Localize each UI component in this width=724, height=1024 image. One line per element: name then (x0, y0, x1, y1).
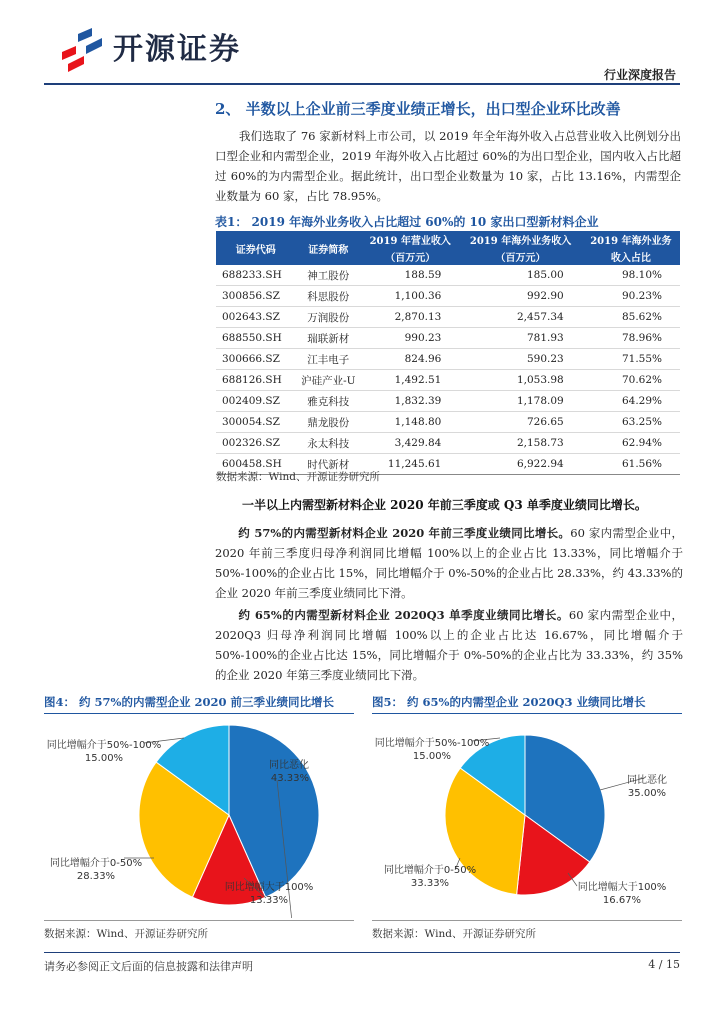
pie-slice-value: 15.00% (412, 751, 452, 762)
cell-overseas-revenue: 1,053.98 (459, 370, 581, 391)
table-row (216, 349, 680, 370)
pie-slice-label: 同比增幅大于100% (577, 882, 667, 893)
cell-overseas-revenue: 992.90 (459, 286, 581, 307)
cell-name: 沪硅产业-U (295, 370, 361, 391)
figure5-source-divider (372, 920, 682, 921)
cell-code: 600458.SH (216, 454, 295, 475)
export-companies-table (216, 231, 680, 475)
cell-revenue: 824.96 (361, 349, 459, 370)
figure5-pie-chart (372, 718, 682, 918)
header-overseas-ratio: 2019 年海外业务 (582, 231, 680, 248)
cell-code: 002326.SZ (216, 433, 295, 454)
table-row (216, 412, 680, 433)
pie-slice-label: 同比增幅介于0-50% (383, 865, 477, 876)
cell-overseas-ratio: 78.96% (582, 328, 680, 349)
pie-slice-label: 同比增幅介于50%-100% (374, 738, 490, 749)
cell-code: 688233.SH (216, 265, 295, 286)
paragraph-ytd-lead: 约 57%的内需型新材料企业 2020 年前三季度业绩同比增长。 (238, 526, 571, 540)
cell-overseas-revenue: 726.65 (459, 412, 581, 433)
pie-slice-value: 13.33% (249, 895, 289, 906)
footer-disclaimer: 请务必参阅正文后面的信息披露和法律声明 (44, 960, 253, 973)
cell-overseas-ratio: 98.10% (582, 265, 680, 286)
cell-code: 002409.SZ (216, 391, 295, 412)
header-revenue: 2019 年营业收入 (361, 231, 459, 248)
header-divider (44, 83, 680, 85)
figure4-source-divider (44, 920, 354, 921)
cell-name: 永太科技 (295, 433, 361, 454)
cell-revenue: 990.23 (361, 328, 459, 349)
pie-slice-label: 同比增幅大于100% (224, 882, 314, 893)
figure5-divider (372, 713, 682, 714)
cell-code: 688126.SH (216, 370, 295, 391)
cell-name: 科思股份 (295, 286, 361, 307)
cell-code: 300054.SZ (216, 412, 295, 433)
cell-revenue: 1,492.51 (361, 370, 459, 391)
table-title: 表1： 2019 年海外业务收入占比超过 60%的 10 家出口型新材料企业 (215, 215, 599, 229)
footer-divider (44, 952, 680, 953)
cell-revenue: 188.59 (361, 265, 459, 286)
table-source: 数据来源：Wind、开源证券研究所 (216, 471, 380, 483)
cell-name: 时代新材 (295, 454, 361, 475)
cell-overseas-ratio: 71.55% (582, 349, 680, 370)
cell-code: 300666.SZ (216, 349, 295, 370)
cell-overseas-revenue: 781.93 (459, 328, 581, 349)
paragraph-q3-body: 60 家内需型企业中，2020Q3 归母净利润同比增幅 100%以上的企业占比达 16.67%，同比增幅介于 50%-100%的企业占比达 15%，同比增幅介于 0%-50%的企业占比为 33.33%，约 35%的企业 2020 年第三季度业绩同比下滑。 (215, 608, 683, 682)
figure4-pie-chart (44, 718, 354, 918)
pie-slice-value: 15.00% (84, 753, 124, 764)
cell-name: 瑞联新材 (295, 328, 361, 349)
header-name: 证券简称 (295, 231, 361, 265)
figure4-source: 数据来源：Wind、开源证券研究所 (44, 928, 208, 940)
brand-name: 开源证券 (113, 32, 241, 67)
cell-revenue: 11,245.61 (361, 454, 459, 475)
figure4-divider (44, 713, 354, 714)
cell-name: 万润股份 (295, 307, 361, 328)
table-row (216, 265, 680, 286)
pie-slice-label: 同比恶化 (269, 760, 309, 771)
header-ratio-sub: 收入占比 (582, 248, 680, 265)
figure5-title: 图5： 约 65%的内需型企业 2020Q3 业绩同比增长 (372, 695, 646, 709)
pie-slice-value: 35.00% (627, 788, 667, 799)
pie-slice-value: 28.33% (76, 871, 116, 882)
section-title: 2、 半数以上企业前三季度业绩正增长，出口型企业环比改善 (215, 100, 621, 118)
cell-code: 002643.SZ (216, 307, 295, 328)
figure4-title: 图4： 约 57%的内需型企业 2020 前三季业绩同比增长 (44, 695, 334, 709)
header-overseas-revenue: 2019 年海外业务收入 (459, 231, 581, 248)
cell-revenue: 1,148.80 (361, 412, 459, 433)
cell-revenue: 3,429.84 (361, 433, 459, 454)
cell-overseas-ratio: 62.94% (582, 433, 680, 454)
page-number: 4 / 15 (648, 958, 680, 971)
cell-overseas-revenue: 2,158.73 (459, 433, 581, 454)
pie-slice-value: 16.67% (602, 895, 642, 906)
summary-statement: 一半以上内需型新材料企业 2020 年前三季度或 Q3 单季度业绩同比增长。 (242, 498, 647, 512)
table-row (216, 328, 680, 349)
paragraph-ytd-body: 60 家内需型企业中，2020 年前三季度归母净利润同比增幅 100%以上的企业占比 13.33%，同比增幅介于 50%-100%的企业占比 15%，同比增幅介于 0%-50%的企业占比 28.33%，约 43.33%的企业 2020 年前三季度业绩同比下滑。 (215, 526, 683, 600)
cell-overseas-ratio: 61.56% (582, 454, 680, 475)
pie-slice-value: 43.33% (270, 773, 309, 784)
paragraph-q3-lead: 约 65%的内需型新材料企业 2020Q3 单季度业绩同比增长。 (238, 608, 569, 622)
cell-overseas-ratio: 85.62% (582, 307, 680, 328)
cell-name: 江丰电子 (295, 349, 361, 370)
table-row (216, 286, 680, 307)
cell-revenue: 1,100.36 (361, 286, 459, 307)
cell-overseas-revenue: 590.23 (459, 349, 581, 370)
figure5-source: 数据来源：Wind、开源证券研究所 (372, 928, 536, 940)
pie-slice-label: 同比增幅介于50%-100% (46, 740, 162, 751)
table-row (216, 433, 680, 454)
cell-overseas-revenue: 185.00 (459, 265, 581, 286)
cell-overseas-revenue: 1,178.09 (459, 391, 581, 412)
cell-overseas-ratio: 70.62% (582, 370, 680, 391)
cell-name: 神工股份 (295, 265, 361, 286)
cell-overseas-ratio: 64.29% (582, 391, 680, 412)
table-row (216, 391, 680, 412)
header-code: 证券代码 (216, 231, 295, 265)
pie-slice-label: 同比恶化 (627, 775, 667, 786)
cell-revenue: 2,870.13 (361, 307, 459, 328)
header-revenue-unit: （百万元） (361, 248, 459, 265)
pie-slice-label: 同比增幅介于0-50% (49, 858, 143, 869)
cell-name: 雅克科技 (295, 391, 361, 412)
table-row (216, 370, 680, 391)
brand-logo-icon (58, 26, 106, 72)
cell-overseas-revenue: 6,922.94 (459, 454, 581, 475)
pie-slice-value: 33.33% (410, 878, 450, 889)
table-row (216, 307, 680, 328)
report-type-label: 行业深度报告 (603, 68, 676, 82)
intro-paragraph: 我们选取了 76 家新材料上市公司，以 2019 年全年海外收入占总营业收入比例划分出口型企业和内需型企业，2019 年海外收入占比超过 60%的为出口型企业，国内收入占比超过 60%的为内需型企业。据此统计，出口型企业数量为 10 家，占比 13.16%，内需型企业数量为 60 家，占比 78.95%。 (215, 129, 681, 203)
paragraph-q3 (215, 605, 683, 685)
cell-code: 688550.SH (216, 328, 295, 349)
cell-code: 300856.SZ (216, 286, 295, 307)
cell-overseas-revenue: 2,457.34 (459, 307, 581, 328)
cell-overseas-ratio: 63.25% (582, 412, 680, 433)
paragraph-ytd (215, 523, 683, 603)
cell-revenue: 1,832.39 (361, 391, 459, 412)
cell-name: 鼎龙股份 (295, 412, 361, 433)
cell-overseas-ratio: 90.23% (582, 286, 680, 307)
header-overseas-unit: （百万元） (459, 248, 581, 265)
